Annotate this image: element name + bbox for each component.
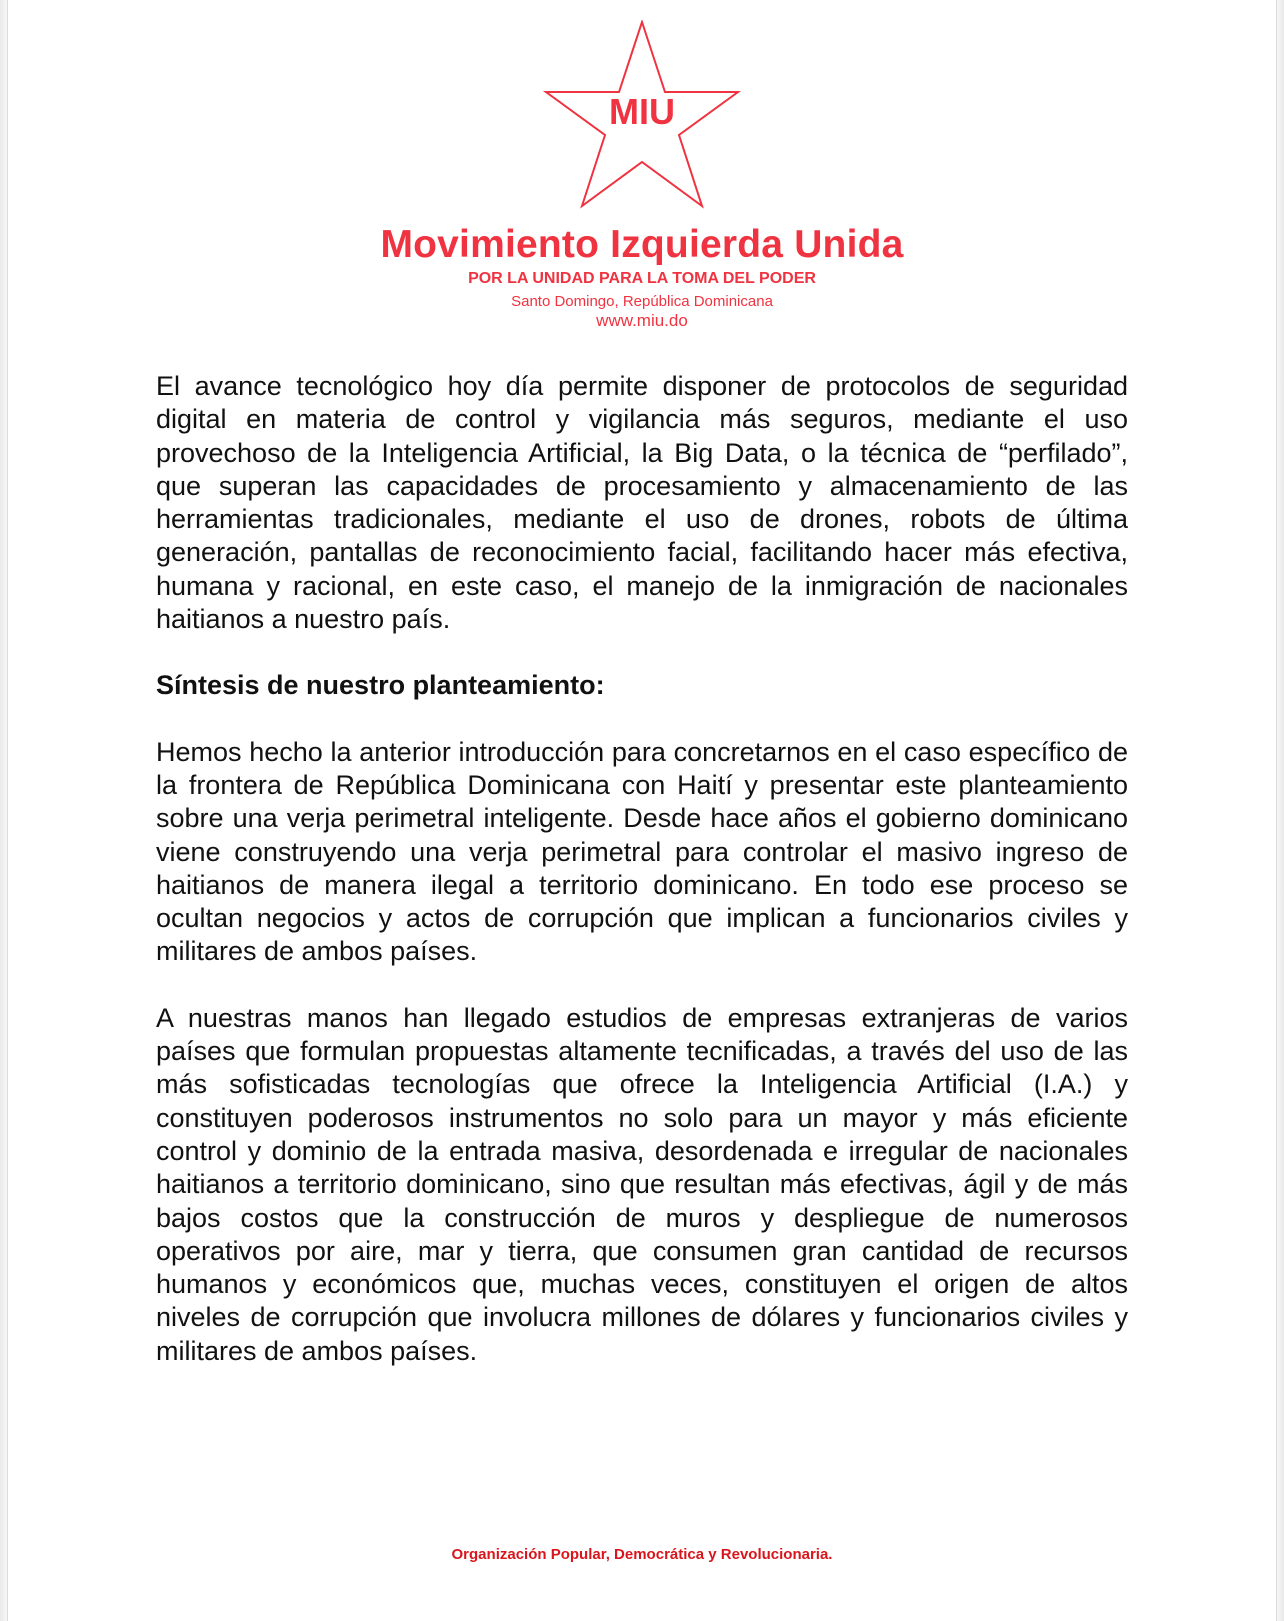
org-name: Movimiento Izquierda Unida xyxy=(380,223,904,266)
footer-tagline: Organización Popular, Democrática y Revolucionaria. xyxy=(451,1546,833,1563)
paragraph-border-fence: Hemos hecho la anterior introducción para concretarnos en el caso específico de la frontera de República Dominicana con Haití y presentar este planteamiento sobre una verja perimetral inteligente. Desde hace años el gobierno dominicano viene construyendo una verja perimetral para controlar el masivo ingreso de haitianos de manera ilegal a territorio dominicano. En todo ese proceso se ocultan negocios y actos de corrupción que implican a funcionarios civiles y militares de ambos países. xyxy=(156,736,1128,967)
org-city: Santo Domingo, República Dominicana xyxy=(511,293,773,310)
org-website: www.miu.do xyxy=(596,311,688,330)
section-heading: Síntesis de nuestro planteamiento: xyxy=(156,670,605,701)
paragraph-intro: El avance tecnológico hoy día permite disponer de protocolos de seguridad digital en materia de control y vigilancia más seguros, mediante el uso provechoso de la Inteligencia Artificial, la Big Data, o la técnica de “perfilado”, que superan las capacidades de procesamiento y almacenamiento de las herramientas tradicionales, mediante el uso de drones, robots de última generación, pantallas de reconocimiento facial, facilitando hacer más efectiva, humana y racional, en este caso, el manejo de la inmigración de nacionales haitianos a nuestro país. xyxy=(156,371,1128,635)
paragraph-proposals: A nuestras manos han llegado estudios de empresas extranjeras de varios países que formulan propuestas altamente tecnificadas, a través del uso de las más sofisticadas tecnologías que ofrece la Inteligencia Artificial (I.A.) y constituyen poderosos instrumentos no solo para un mayor y más eficiente control y dominio de la entrada masiva, desordenada e irregular de nacionales haitianos a territorio dominicano, sino que resultan más efectivas, ágil y de más bajos costos que la construcción de muros y despliegue de numerosos operativos por aire, mar y tierra, que consumen gran cantidad de recursos humanos y económicos que, muchas veces, constituyen el origen de altos niveles de corrupción que involucra millones de dólares y funcionarios civiles y militares de ambos países. xyxy=(156,1002,1128,1366)
document-body xyxy=(156,370,1128,1401)
star-logo-icon xyxy=(542,20,742,210)
logo-text: MIU xyxy=(609,91,675,132)
letterhead xyxy=(0,20,1284,331)
org-slogan: POR LA UNIDAD PARA LA TOMA DEL PODER xyxy=(468,270,816,287)
